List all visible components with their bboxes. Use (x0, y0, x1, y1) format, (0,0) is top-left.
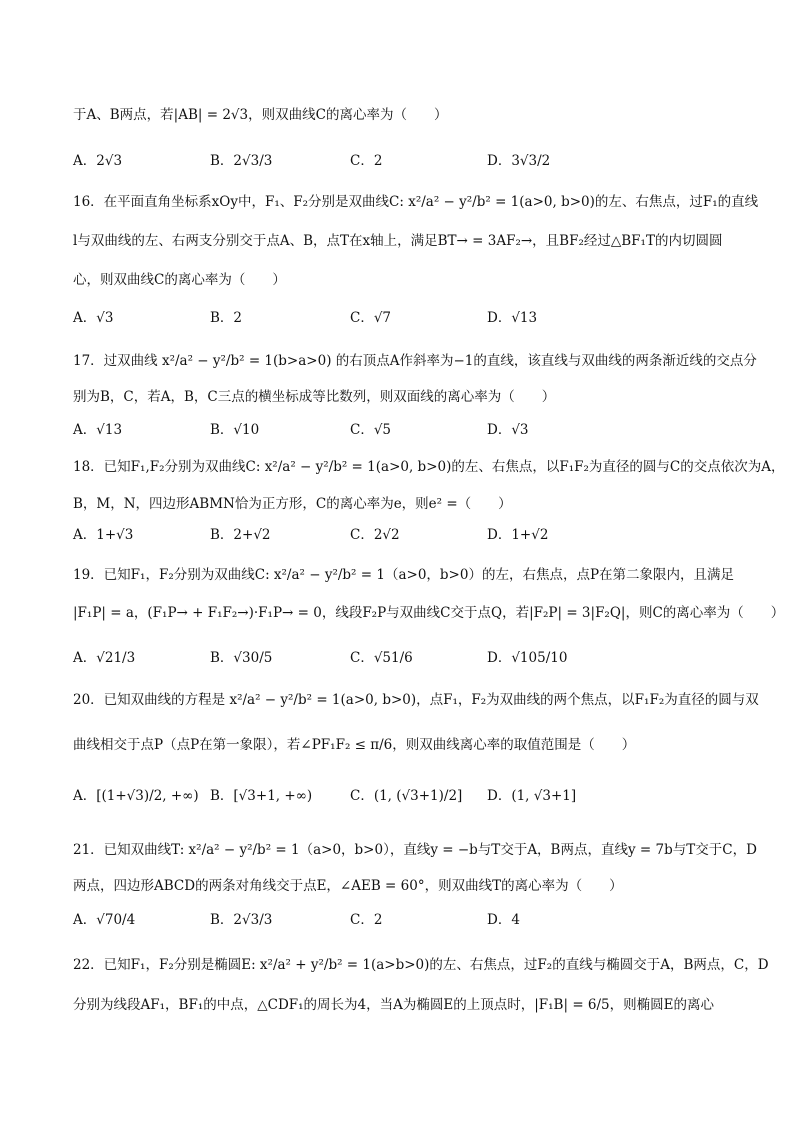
answer-option: D．3√3/2 (487, 153, 551, 169)
question-line: 于A、B两点，若|AB| = 2√3，则双曲线C的离心率为（ ） (73, 107, 448, 123)
question-line: 18．已知F₁,F₂分别为双曲线C: x²/a² − y²/b² = 1(a>0, b>0)的左、右焦点，以F₁F₂为直径的圆与C的交点依次为A， (73, 459, 785, 475)
answer-option: B．√10 (210, 422, 260, 438)
answer-option: C．2 (350, 912, 383, 928)
answer-option: D．4 (487, 912, 520, 928)
question-line: 别为B，C，若A，B，C三点的横坐标成等比数列，则双面线的离心率为（ ） (73, 389, 556, 405)
answer-option: A．√3 (73, 310, 114, 326)
answer-option: A．1+√3 (73, 527, 134, 543)
answer-option: C．√7 (350, 310, 392, 326)
answer-option: D．(1, √3+1] (487, 788, 577, 804)
question-line: B，M，N，四边形ABMN恰为正方形，C的离心率为e，则e² =（ ） (73, 496, 512, 512)
question-line: |F₁P| = a，(F₁P→ + F₁F₂→)·F₁P→ = 0，线段F₂P与双曲线C交于点Q，若|F₂P| = 3|F₂Q|，则C的离心率为（ ） (73, 605, 785, 621)
answer-option: C．√51/6 (350, 650, 413, 666)
question-line: 16．在平面直角坐标系xOy中，F₁、F₂分别是双曲线C: x²/a² − y²/b² = 1(a>0, b>0)的左、右焦点，过F₁的直线 (73, 194, 759, 210)
answer-option: A．√21/3 (73, 650, 136, 666)
answer-option: D．√3 (487, 422, 529, 438)
question-line: 两点，四边形ABCD的两条对角线交于点E，∠AEB = 60°，则双曲线T的离心率为（ ） (73, 878, 623, 894)
answer-option: D．√105/10 (487, 650, 568, 666)
answer-option: D．1+√2 (487, 527, 549, 543)
question-line: 心，则双曲线C的离心率为（ ） (73, 272, 286, 288)
answer-option: B．2√3/3 (210, 912, 273, 928)
answer-option: B．2 (210, 310, 243, 326)
answer-option: C．2 (350, 153, 383, 169)
question-line: 分别为线段AF₁，BF₁的中点，△CDF₁的周长为4，当A为椭圆E的上顶点时，|F₁B| = 6/5，则椭圆E的离心 (73, 997, 715, 1013)
question-line: 20．已知双曲线的方程是 x²/a² − y²/b² = 1(a>0, b>0)，点F₁，F₂为双曲线的两个焦点，以F₁F₂为直径的圆与双 (73, 692, 759, 708)
answer-option: C．(1, (√3+1)/2] (350, 788, 463, 804)
answer-option: C．√5 (350, 422, 392, 438)
answer-option: C．2√2 (350, 527, 400, 543)
question-line: 曲线相交于点P（点P在第一象限），若∠PF₁F₂ ≤ π/6，则双曲线离心率的取值范围是（ ） (73, 737, 636, 753)
answer-option: B．2√3/3 (210, 153, 273, 169)
answer-option: D．√13 (487, 310, 538, 326)
answer-option: A．[(1+√3)/2, +∞) (73, 788, 199, 804)
answer-option: B．√30/5 (210, 650, 273, 666)
question-line: l与双曲线的左、右两支分别交于点A、B，点T在x轴上，满足BT→ = 3AF₂→，且BF₂经过△BF₁T的内切圆圆 (73, 233, 723, 249)
question-line: 21．已知双曲线T: x²/a² − y²/b² = 1（a>0，b>0），直线y = −b与T交于A，B两点，直线y = 7b与T交于C，D (73, 842, 757, 858)
question-line: 19．已知F₁，F₂分别为双曲线C: x²/a² − y²/b² = 1（a>0，b>0）的左，右焦点，点P在第二象限内，且满足 (73, 567, 735, 583)
answer-option: A．√70/4 (73, 912, 136, 928)
question-line: 22．已知F₁，F₂分别是椭圆E: x²/a² + y²/b² = 1(a>b>0)的左、右焦点，过F₂的直线与椭圆交于A，B两点，C，D (73, 957, 769, 973)
question-line: 17．过双曲线 x²/a² − y²/b² = 1(b>a>0) 的右顶点A作斜率为−1的直线，该直线与双曲线的两条渐近线的交点分 (73, 353, 757, 369)
answer-option: A．√13 (73, 422, 123, 438)
answer-option: B．[√3+1, +∞) (210, 788, 313, 804)
answer-option: A．2√3 (73, 153, 123, 169)
answer-option: B．2+√2 (210, 527, 271, 543)
